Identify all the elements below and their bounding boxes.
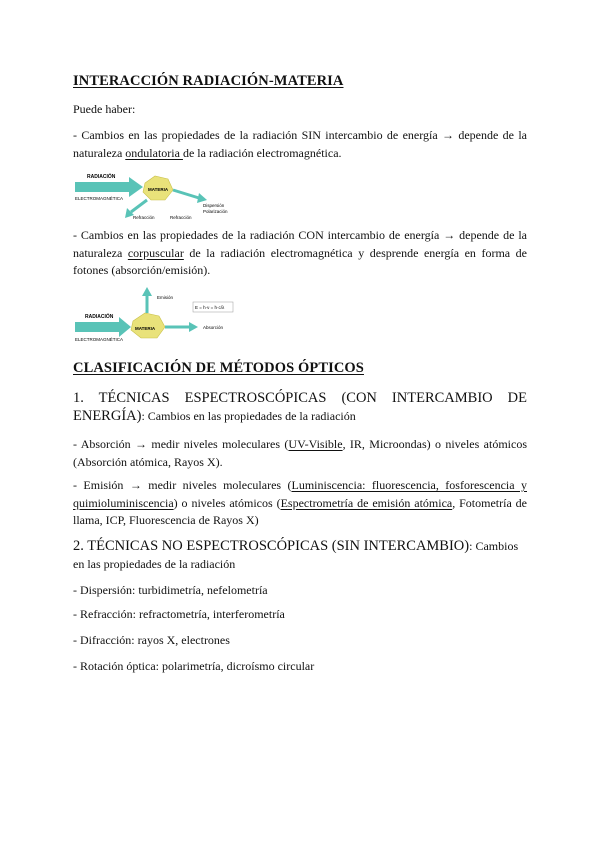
radiation-arrow-2 [75,317,131,337]
item-emision [73,477,527,530]
fig2-emission-label: Emisión [157,295,174,300]
abs-text-a: - Absorción → medir niveles moleculares ( [73,437,289,451]
p2-text-b: de la radiación electromagnética y desprende energía en forma de fotones (absorción/emisión). [73,245,528,277]
figure-2-diagram [73,285,243,345]
s1-title: 1. TÉCNICAS ESPECTROSCÓPICAS (CON INTERCAMBIO DE ENERGÍA) [73,390,527,424]
fig1-matter-label: MATERIA [148,187,169,192]
list-item-rotacion-optica: - Rotación óptica: polarimetría, dicroísmo circular [73,659,315,673]
fig2-radiation-label: RADIACIÓN [85,314,114,320]
fig1-em-label: ELECTROMAGNÉTICA [75,196,124,201]
fig2-em-label: ELECTROMAGNÉTICA [75,337,124,342]
list-item-difraccion: - Difracción: rayos X, electrones [73,633,230,647]
figure-1-diagram [73,166,238,222]
refraction-arrow [131,200,147,212]
list-item-dispersion: - Dispersión: turbidimetría, nefelometría [73,583,268,597]
item-absorcion [73,436,527,471]
fig1-refraction-label: Refracción [133,215,155,220]
list-item-refraccion: - Refracción: refractometría, interferometría [73,607,285,621]
intro-text: Puede haber: [73,102,136,116]
fig1-refraction2-label: Refracción [170,215,192,220]
figure-sin-intercambio [73,166,238,222]
radiation-arrow [75,177,143,197]
emi-text-a: - Emisión → medir niveles moleculares ( [73,478,292,492]
abs-underlined: UV-Visible [288,437,343,451]
s1-rest: : Cambios en las propiedades de la radiación [141,408,356,423]
abs-text-b: , IR, Microondas) o niveles atómicos (Absorción atómica, Rayos X). [73,437,527,469]
p2-text-a: - Cambios en las propiedades de la radiación CON intercambio de energía → depende de la naturaleza [73,228,527,260]
section-no-espectroscopicas [73,538,527,573]
fig1-dispersion-label: Dispersión [203,203,225,208]
dispersion-arrow [173,190,199,198]
emi-underlined-1: Luminiscencia: fluorescencia, fosforescencia y quimioluminiscencia [73,478,527,510]
fig1-polarization-label: Polarización [203,209,228,214]
section-espectroscopicas [73,390,527,425]
heading-clasificacion: CLASIFICACIÓN DE MÉTODOS ÓPTICOS [73,360,364,376]
p1-underlined: ondulatoria [125,145,183,160]
p2-underlined: corpuscular [127,245,184,260]
emi-text-c: , Fotometría de llama, ICP, Fluorescencia de Rayos X) [73,495,528,527]
fig2-formula: E = h·ν = h·c/λ [195,305,225,310]
paragraph-con-intercambio [73,227,527,280]
emi-text-b: ) o niveles atómicos ( [173,495,281,510]
figure-con-intercambio [73,285,243,345]
fig2-matter-label: MATERIA [135,326,156,331]
emi-underlined-2: Espectrometría de emisión atómica [280,495,453,510]
s2-title: 2. TÉCNICAS NO ESPECTROSCÓPICAS (SIN INTERCAMBIO) [73,538,470,554]
p1-text-b: de la radiación electromagnética. [182,145,342,160]
paragraph-sin-intercambio [73,127,527,162]
s2-rest: : Cambios en las propiedades de la radiación [73,539,519,571]
p1-text-a: - Cambios en las propiedades de la radiación SIN intercambio de energía → depende de la naturaleza [73,128,527,160]
heading-interaccion: INTERACCIÓN RADIACIÓN-MATERIA [73,73,344,89]
fig1-radiation-label: RADIACIÓN [87,174,116,180]
fig2-absorption-label: Absorción [203,325,224,330]
